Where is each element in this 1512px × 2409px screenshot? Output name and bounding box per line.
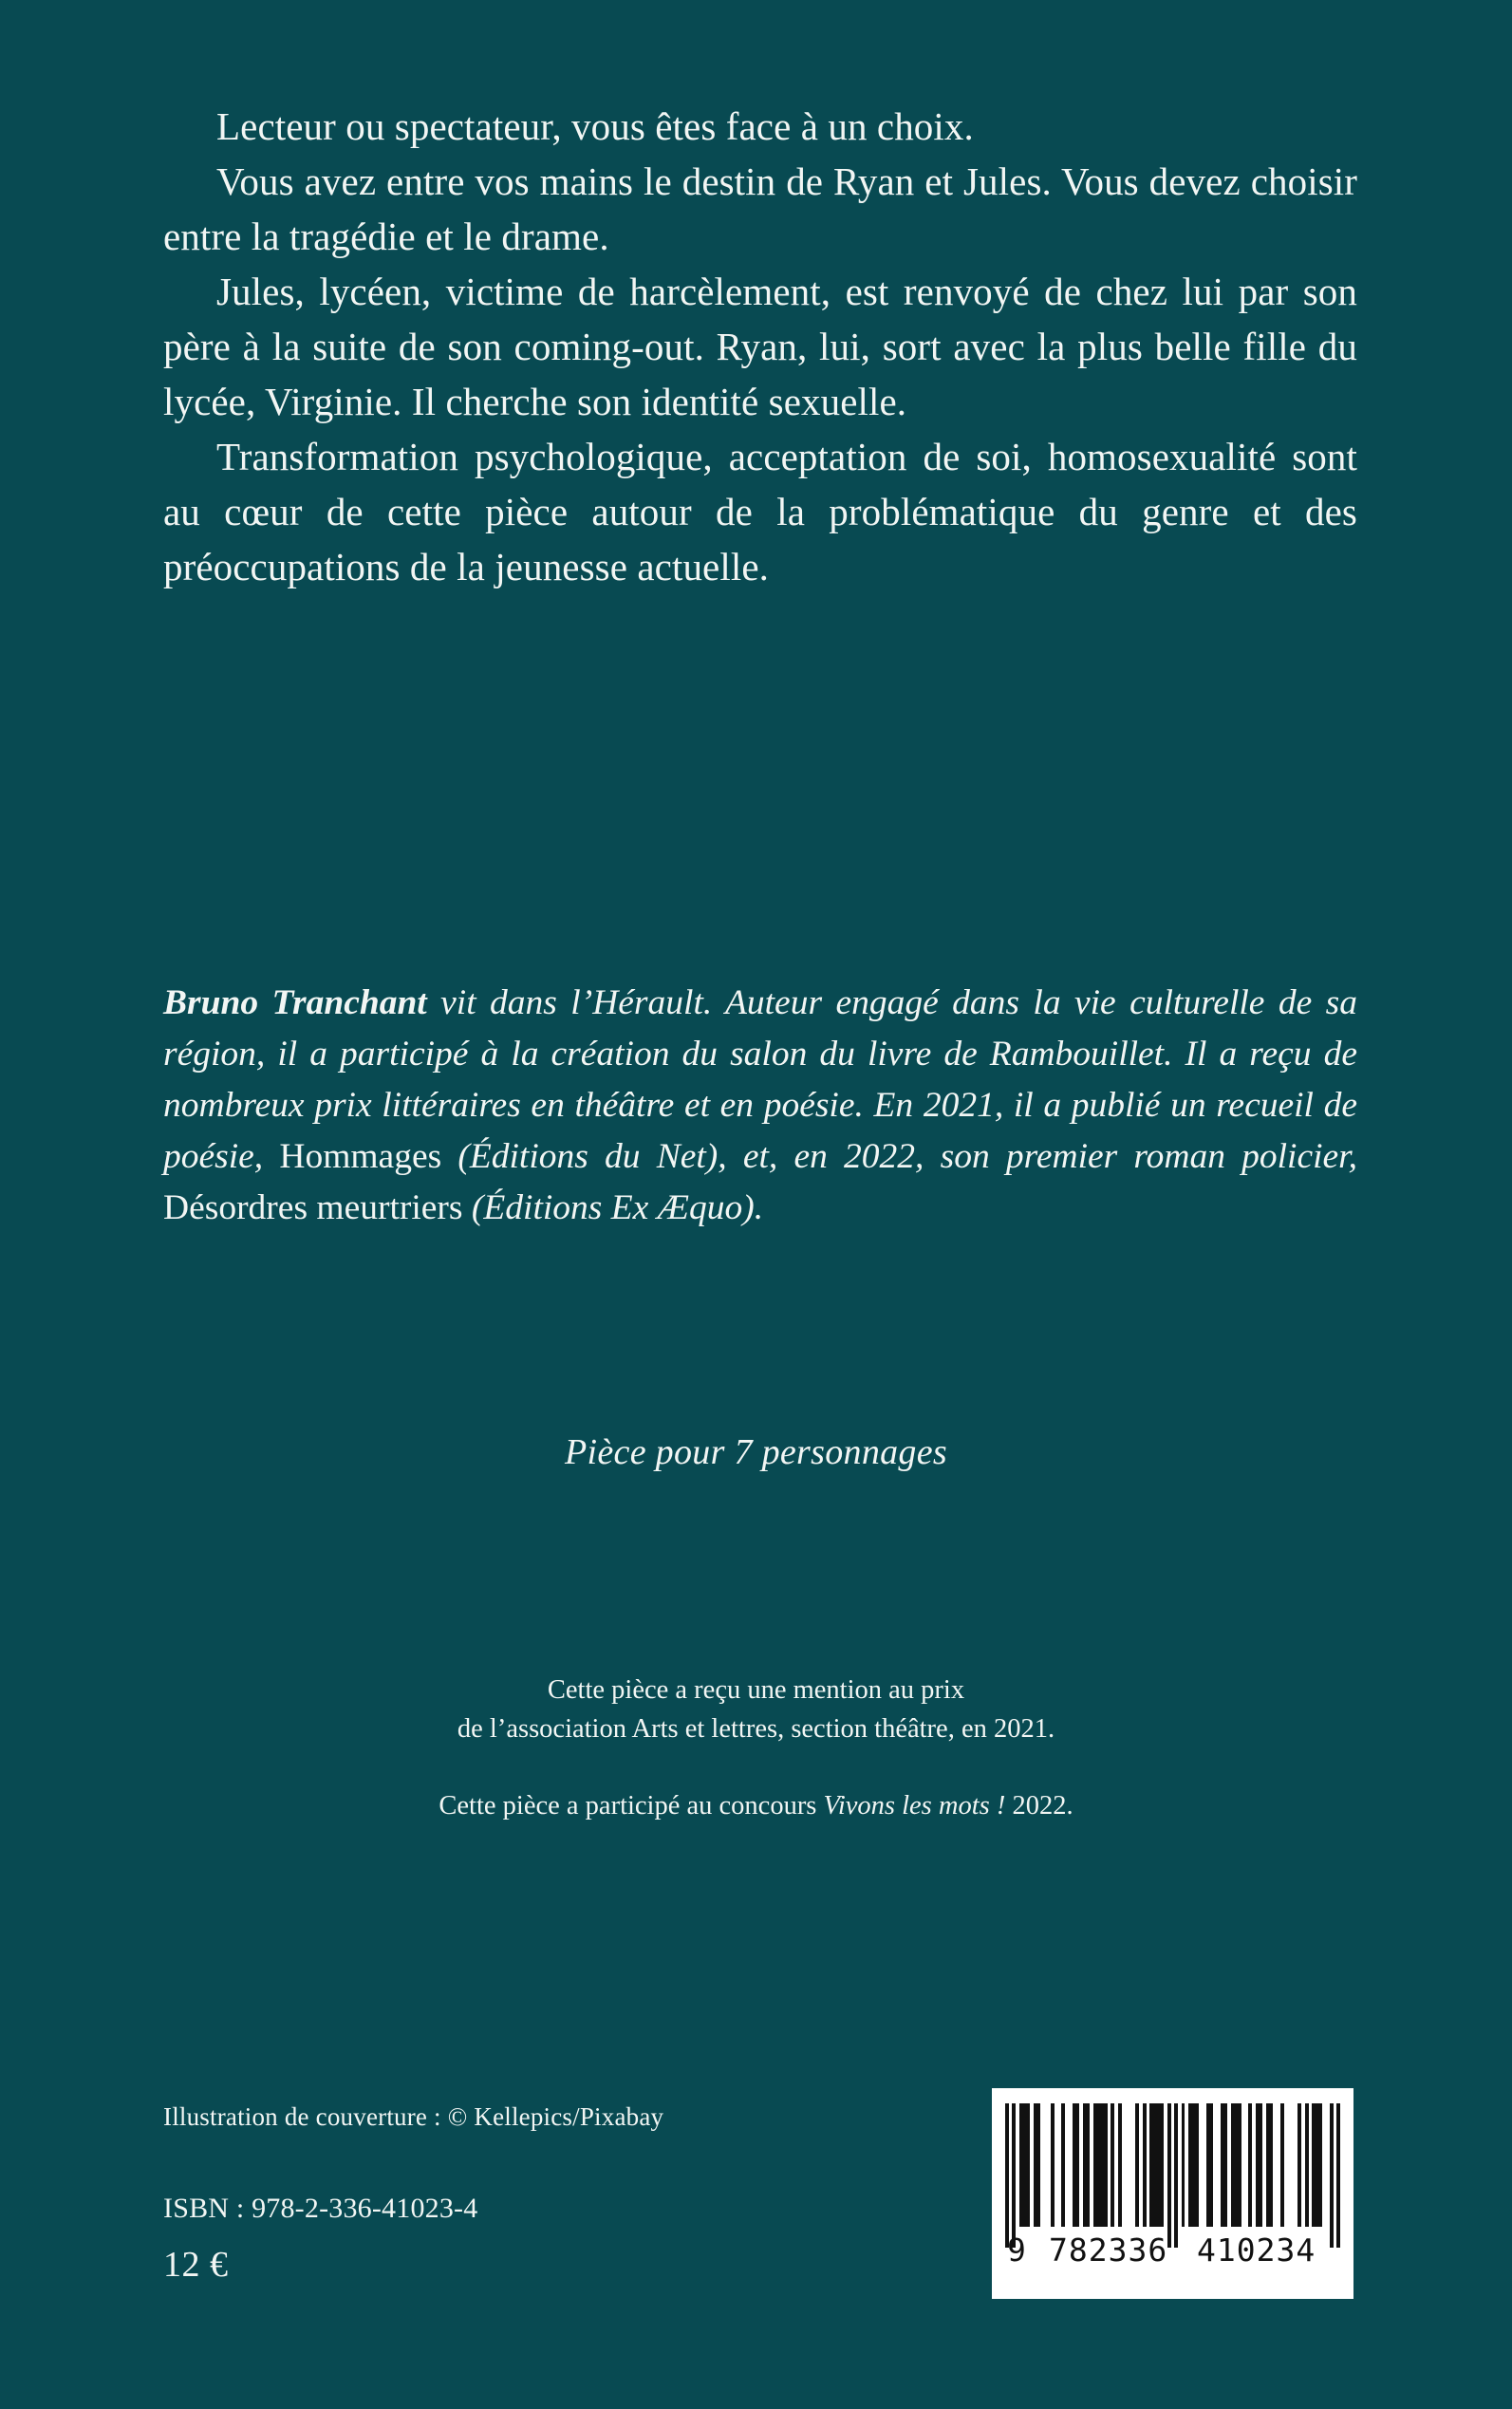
barcode-bar (1034, 2103, 1040, 2227)
award-mention-line-1: Cette pièce a reçu une mention au prix (547, 1675, 965, 1705)
award-mention (0, 1671, 1512, 1748)
biography-text-2: (Éditions du Net), et, en 2022, son premier roman policier, (441, 1137, 1357, 1176)
barcode-bar (1297, 2103, 1301, 2227)
barcode-bar (1305, 2103, 1309, 2227)
barcode-bar (1182, 2103, 1185, 2227)
barcode-bar (1051, 2103, 1055, 2227)
barcode-bar (1083, 2103, 1090, 2227)
barcode-bar (1061, 2103, 1065, 2227)
price-text: 12 € (163, 2245, 229, 2285)
barcode-bar (1135, 2103, 1139, 2227)
synopsis-paragraph-4: Transformation psychologique, acceptation de soi, homosexualité sont au cœur de cette pièce autour de la problématique du genre et des préoccupations de la jeunesse actuelle. (163, 435, 1357, 588)
ean13-barcode (992, 2088, 1353, 2299)
award-contest-suffix: 2022. (1005, 1791, 1073, 1821)
biography-text-3: (Éditions Ex Æquo). (462, 1188, 764, 1227)
barcode-bar (1266, 2103, 1273, 2227)
biography-text-1: vit dans l’Hérault. Auteur engagé dans la vie culturelle de sa région, il a participé à la création du salon du livre de Rambouillet. Il a reçu de nombreux prix littéraires en théâtre et en poésie. En 2021, il a publié un recueil de poésie, (163, 983, 1357, 1176)
cover-illustration-credit: Illustration de couverture : © Kellepics/Pixabay (163, 2102, 664, 2131)
award-contest-prefix: Cette pièce a participé au concours (439, 1791, 824, 1821)
barcode-bar (1073, 2103, 1079, 2227)
barcode-bar (1312, 2103, 1322, 2227)
barcode-bar (1280, 2103, 1284, 2227)
cast-size-line: Pièce pour 7 personnages (565, 1432, 947, 1472)
synopsis-paragraph-3: Jules, lycéen, victime de harcèlement, est renvoyé de chez lui par son père à la suite de son coming-out. Ryan, lui, sort avec la plus belle fille du lycée, Virginie. Il cherche son identité sexuelle. (163, 270, 1357, 423)
awards-block (0, 1671, 1512, 1825)
barcode-bar (1118, 2103, 1122, 2227)
contest-name: Vivons les mots ! (823, 1791, 1006, 1821)
barcode-bar (1221, 2103, 1227, 2227)
award-mention-line-2: de l’association Arts et lettres, section théâtre, en 2021. (457, 1714, 1055, 1745)
barcode-bar (1019, 2103, 1030, 2227)
award-contest (0, 1786, 1512, 1825)
synopsis-block (163, 99, 1357, 594)
synopsis-paragraph-2: Vous avez entre vos mains le destin de Ryan et Jules. Vous devez choisir entre la tragédie et le drame. (163, 159, 1357, 258)
isbn-text: ISBN : 978-2-336-41023-4 (163, 2193, 478, 2224)
barcode-bar (1188, 2103, 1199, 2227)
barcode-digits (1005, 2227, 1340, 2269)
author-biography-text (163, 978, 1357, 1234)
work-title-desordres-meurtriers: Désordres meurtriers (163, 1188, 463, 1227)
barcode-digit-left: 9 (1007, 2232, 1027, 2269)
barcode-bar (1149, 2103, 1164, 2227)
barcode-bar (1206, 2103, 1213, 2227)
synopsis-paragraph-1: Lecteur ou spectateur, vous êtes face à un choix. (216, 104, 974, 148)
barcode-digits-middle: 782336 (1049, 2232, 1168, 2269)
barcode-bar (1093, 2103, 1108, 2227)
author-biography-block (163, 978, 1357, 1234)
barcode-digits-right: 410234 (1197, 2232, 1316, 2269)
award-contest-line (0, 1786, 1512, 1825)
barcode-bar (1248, 2103, 1252, 2227)
barcode-bar (1256, 2103, 1262, 2227)
barcode-bar (1143, 2103, 1147, 2227)
barcode-bar (1231, 2103, 1241, 2227)
work-title-hommages: Hommages (279, 1137, 442, 1176)
barcode-bar (1111, 2103, 1114, 2227)
author-name: Bruno Tranchant (163, 983, 427, 1022)
